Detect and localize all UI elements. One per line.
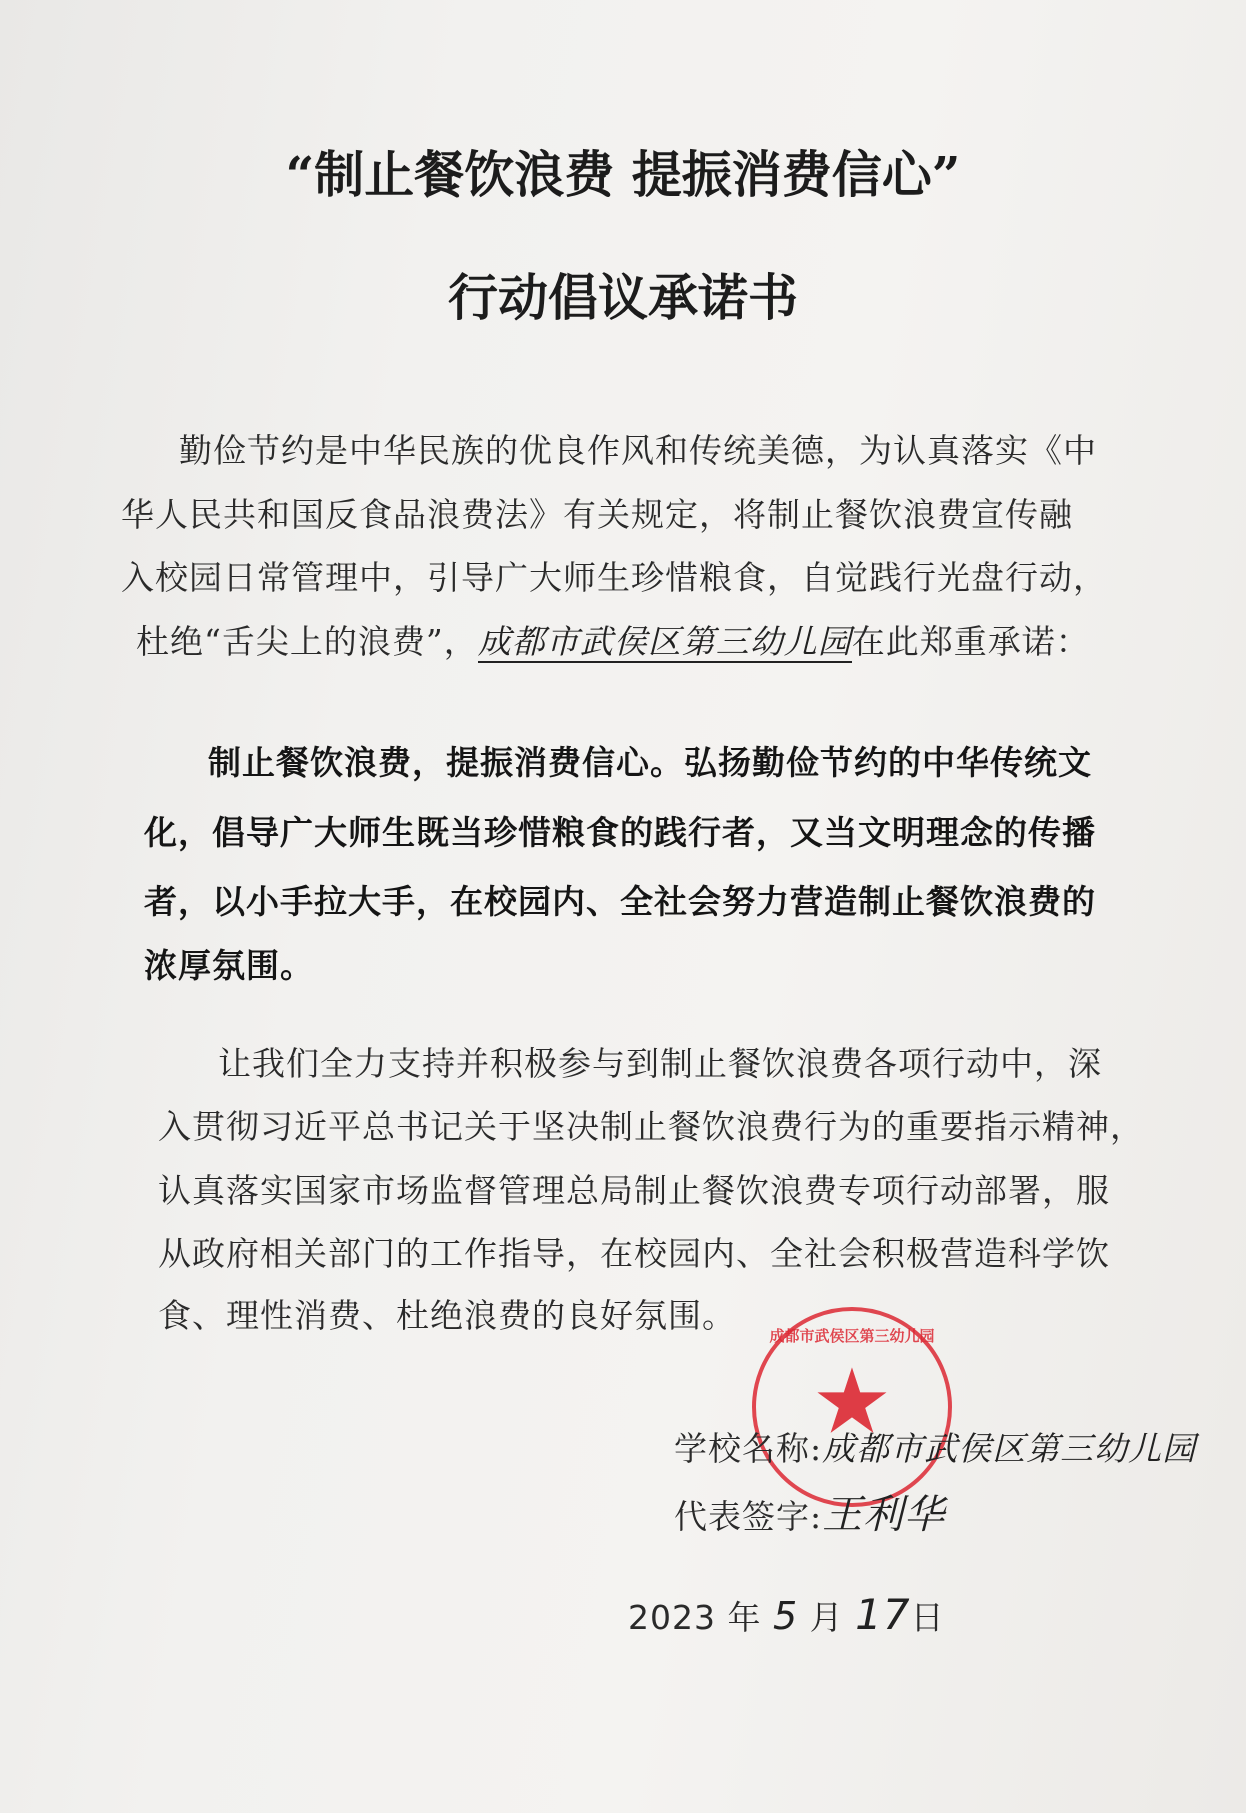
title-line-1: “制止餐饮浪费 提振消费信心”	[285, 145, 961, 204]
para1-prefix: 杜绝“舌尖上的浪费”，	[136, 622, 478, 661]
para2-line: 化，倡导广大师生既当珍惜粮食的践行者，又当文明理念的传播	[144, 813, 1096, 852]
school-signature: 成都市武侯区第三幼儿园	[822, 1429, 1197, 1468]
para1-line: 入校园日常管理中，引导广大师生珍惜粮食，自觉践行光盘行动，	[121, 558, 1107, 597]
para1-last-line	[136, 616, 1090, 663]
title-line-2: 行动倡议承诺书	[448, 268, 798, 327]
handwritten-school-name: 成都市武侯区第三幼儿园	[477, 622, 852, 661]
date-row	[628, 1590, 945, 1639]
seal-text: 成都市武侯区第三幼儿园	[769, 1327, 935, 1345]
school-name-row	[674, 1423, 1196, 1470]
date-month: 5	[772, 1594, 799, 1638]
star-icon: ★	[811, 1349, 893, 1455]
day-char: 日	[910, 1598, 945, 1637]
para2-line: 浓厚氛围。	[144, 946, 314, 985]
month-char: 月	[809, 1598, 844, 1637]
para1-suffix: 在此郑重承诺：	[851, 622, 1090, 661]
school-label: 学校名称:	[674, 1429, 823, 1468]
para1-line: 勤俭节约是中华民族的优良作风和传统美德，为认真落实《中	[179, 431, 1097, 470]
para2-line: 者，以小手拉大手，在校园内、全社会努力营造制止餐饮浪费的	[144, 882, 1096, 921]
official-seal	[752, 1307, 952, 1507]
para3-line: 入贯彻习近平总书记关于坚决制止餐饮浪费行为的重要指示精神，	[158, 1107, 1144, 1146]
para3-line: 让我们全力支持并积极参与到制止餐饮浪费各项行动中，深	[218, 1044, 1102, 1083]
year-char: 年	[727, 1598, 762, 1637]
date-year: 2023	[628, 1598, 716, 1637]
para2-line: 制止餐饮浪费，提振消费信心。弘扬勤俭节约的中华传统文	[208, 743, 1092, 782]
rep-label: 代表签字:	[674, 1497, 823, 1536]
para3-line: 认真落实国家市场监督管理总局制止餐饮浪费专项行动部署，服	[158, 1171, 1110, 1210]
para3-line: 食、理性消费、杜绝浪费的良好氛围。	[158, 1296, 736, 1335]
para3-line: 从政府相关部门的工作指导，在校园内、全社会积极营造科学饮	[158, 1234, 1110, 1273]
rep-signature: 王利华	[822, 1492, 946, 1538]
representative-row	[674, 1483, 945, 1540]
para1-line: 华人民共和国反食品浪费法》有关规定，将制止餐饮浪费宣传融	[121, 495, 1073, 534]
date-day: 17	[855, 1590, 911, 1639]
